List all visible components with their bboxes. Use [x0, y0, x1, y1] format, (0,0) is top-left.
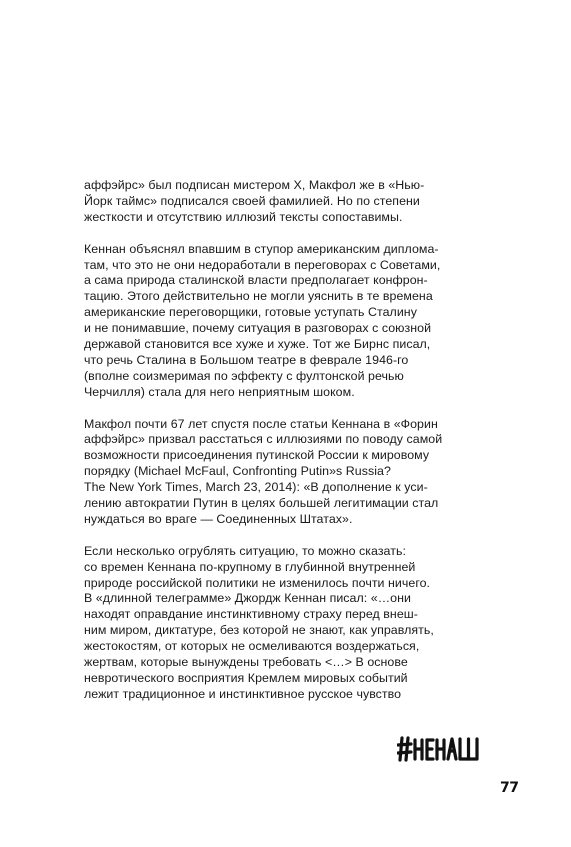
- text-line: американские переговорщики, готовые уступать Сталину: [84, 305, 417, 320]
- paragraph-3: [84, 417, 484, 528]
- text-line: Йорк таймс» подписался своей фамилией. Но по степени: [84, 193, 420, 208]
- text-line: лению автократии Путин в целях большей легитимации стал: [84, 496, 439, 511]
- text-line: жертвам, которые вынуждены требовать <…> В основе: [84, 655, 408, 670]
- paragraph-gap: [84, 401, 484, 417]
- text-line: (вполне соизмеримая по эффекту с фултонской речью: [84, 368, 404, 383]
- text-line: лежит традиционное и инстинктивное русское чувство: [84, 686, 402, 701]
- paragraph-4: [84, 544, 484, 703]
- text-line: Кеннан объяснял впавшим в ступор американским диплома-: [84, 241, 439, 256]
- text-line: аффэйрс» призвал расстаться с иллюзиями по поводу самой: [84, 432, 443, 447]
- text-line: невротического восприятия Кремлем мировых событий: [84, 670, 408, 685]
- paragraph-2: [84, 242, 484, 401]
- brand-logo: [397, 734, 479, 764]
- text-line: природе российской политики не изменилось почти ничего.: [84, 575, 431, 590]
- body-text: [84, 178, 484, 703]
- text-line: державой становится все хуже и хуже. Тот же Бирнс писал,: [84, 337, 431, 352]
- page-number: 77: [500, 780, 519, 796]
- text-line: жестокостям, от которых не осмеливаются воздержаться,: [84, 639, 420, 654]
- paragraph-gap: [84, 226, 484, 242]
- text-line: возможности присоединения путинской России к мировому: [84, 448, 430, 463]
- text-line: В «длинной телеграмме» Джордж Кеннан писал: «…они: [84, 591, 411, 606]
- text-line: The New York Times, March 23, 2014): «В дополнение к уси-: [84, 480, 428, 495]
- text-line: жесткости и отсутствию иллюзий тексты сопоставимы.: [84, 209, 403, 224]
- text-line: что речь Сталина в Большом театре в феврале 1946-го: [84, 352, 409, 367]
- text-line: порядку (Michael McFaul, Confronting Putin»s Russia?: [84, 464, 391, 479]
- text-line: находят оправдание инстинктивному страху перед внеш-: [84, 607, 418, 622]
- text-line: тацию. Этого действительно не могли уяснить в те времена: [84, 289, 433, 304]
- text-line: Если несколько огрублять ситуацию, то можно сказать:: [84, 543, 406, 558]
- paragraph-1: [84, 178, 484, 226]
- paragraph-gap: [84, 528, 484, 544]
- text-line: Черчилля) стала для него неприятным шоком.: [84, 384, 355, 399]
- text-line: аффэйрс» был подписан мистером X, Макфол же в «Нью-: [84, 178, 425, 192]
- text-line: там, что это не они недоработали в переговорах с Советами,: [84, 257, 441, 272]
- text-line: а сама природа сталинской власти предполагает конфрон-: [84, 273, 428, 288]
- text-line: и не понимавшие, почему ситуация в разговорах с союзной: [84, 321, 432, 336]
- text-line: Макфол почти 67 лет спустя после статьи Кеннана в «Форин: [84, 416, 438, 431]
- text-line: со времен Кеннана по-крупному в глубинной внутренней: [84, 559, 416, 574]
- text-line: ним миром, диктатуре, без которой не знают, как управлять,: [84, 623, 434, 638]
- text-line: нуждаться во враге — Соединенных Штатах».: [84, 511, 353, 526]
